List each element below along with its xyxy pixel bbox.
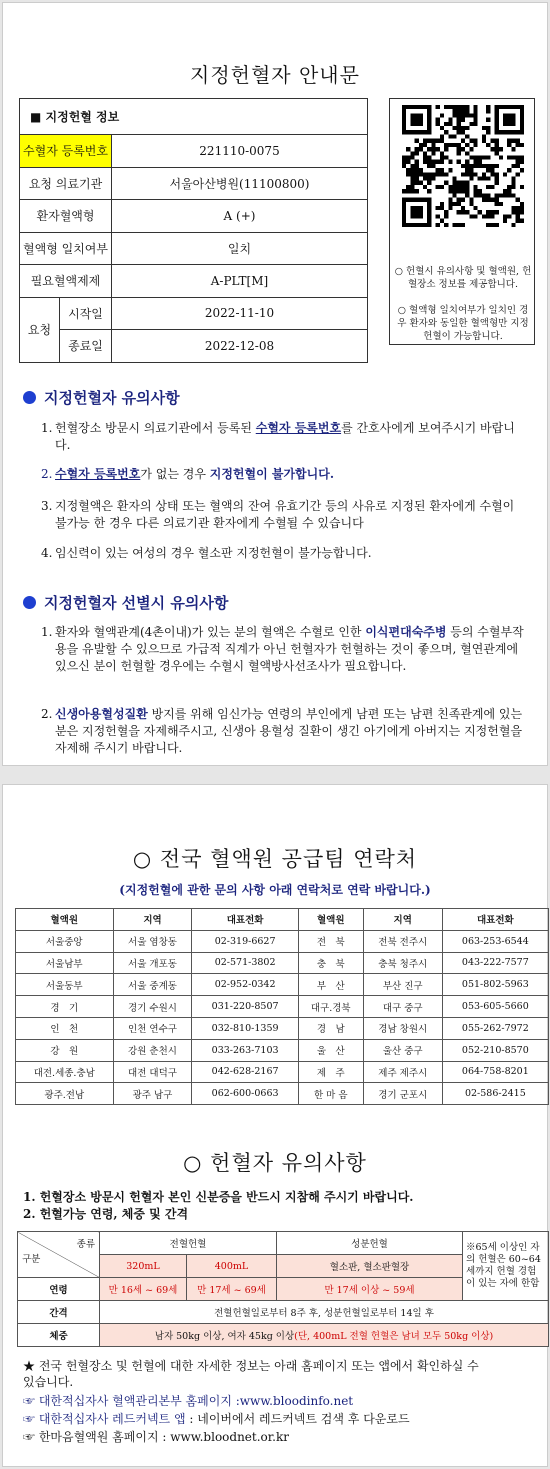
- age-apheresis: 만 17세 이상 ~ 59세: [277, 1278, 463, 1301]
- table-cell: 광주.전남: [16, 1083, 114, 1105]
- bullet-icon: [23, 596, 36, 609]
- item-text: 헌혈장소 방문시 의료기관에서 등록된: [55, 421, 256, 435]
- item-text: 지정혈액은 환자의 상태 또는 혈액의 잔여 유효기간 등의 사유로 지정된 환자에게 수혈이 불가능 한 경우 다른 의료기관 환자에게 수혈될 수 있습니다: [55, 499, 515, 530]
- table-cell: 제주 제주시: [363, 1061, 442, 1083]
- table-cell: 02-319-6627: [192, 930, 298, 952]
- table-row: [16, 996, 549, 1018]
- type-label: 종류: [76, 1239, 95, 1250]
- table-cell: 제 주: [298, 1061, 363, 1083]
- link-label: ☞ 대한적십자사 혈액관리본부 홈페이지: [23, 1394, 232, 1408]
- contacts-title: ○ 전국 혈액원 공급팀 연락처: [132, 847, 418, 871]
- list-item: [41, 706, 541, 757]
- patient-blood-type-label: 환자혈액형: [20, 200, 112, 233]
- item-text: 환자와 혈액관계(4촌이내)가 있는 분의 혈액은 수혈로 인한: [55, 625, 366, 639]
- qr-code-box: [389, 98, 535, 345]
- table-cell: 인 천: [16, 1017, 114, 1039]
- column-header: 혈액원: [298, 909, 363, 931]
- item-text: 방지를 위해 임신가능 연령의 부인에게 남편 또는 남편 친족관계에 있는 분은 지정헌혈을 자제해주시고, 신생아 용혈성 질환이 생긴 아기에게 아버지는 지정헌혈을 자제해 주시기 바랍니다.: [55, 707, 523, 755]
- column-header: 혈액원: [16, 909, 114, 931]
- designated-donation-info-table: [19, 98, 368, 363]
- table-cell: 043-222-7577: [442, 952, 548, 974]
- item-text: 를 간호사에게 보여주시기 바랍니다.: [55, 421, 515, 452]
- interval-value: 전혈헌혈일로부터 8주 후, 성분헌혈일로부터 14일 후: [100, 1301, 549, 1324]
- item-number: 2.: [41, 707, 53, 721]
- blood-type-match-label: 혈액형 일치여부: [20, 232, 112, 265]
- note-id-card: 1. 헌혈장소 방문시 헌혈자 본인 신분증을 반드시 지참해 주시기 바랍니다.: [23, 1190, 414, 1204]
- whole-blood-header: 전혈헌혈: [100, 1232, 277, 1255]
- hdn-highlight: 신생아용혈성질환: [55, 707, 148, 721]
- column-header: 지역: [363, 909, 442, 931]
- table-cell: 부산 진구: [363, 974, 442, 996]
- age-320: 만 16세 ~ 69세: [100, 1278, 187, 1301]
- table-row: [16, 1039, 549, 1061]
- section-title: 지정헌혈자 선별시 유의사항: [44, 594, 229, 612]
- table-cell: 042-628-2167: [192, 1061, 298, 1083]
- table-row: [16, 1083, 549, 1105]
- not-allowed-highlight: 지정헌혈이 불가합니다.: [209, 467, 335, 481]
- table-cell: 062-600-0663: [192, 1083, 298, 1105]
- item-text: 임신력이 있는 여성의 경우 혈소판 지정헌혈이 불가능합니다.: [55, 546, 372, 560]
- table-cell: 서울동부: [16, 974, 114, 996]
- footer-link-redconnect[interactable]: [23, 1411, 410, 1427]
- list-item: [41, 545, 541, 562]
- guide-page-2: [2, 784, 548, 1467]
- table-cell: 울산 중구: [363, 1039, 442, 1061]
- interval-label: 간격: [18, 1301, 100, 1324]
- column-header: 지역: [113, 909, 192, 931]
- weight-exception: (단, 400mL 전혈 헌혈은 남녀 모두 50kg 이상): [294, 1331, 494, 1342]
- apheresis-header: 성분헌혈: [277, 1232, 463, 1255]
- link-description: : 네이버에서 레드커넥트 검색 후 다운로드: [185, 1412, 410, 1426]
- guide-page-1: [2, 2, 548, 766]
- table-cell: 대구.경북: [298, 996, 363, 1018]
- list-item: [41, 466, 541, 483]
- patient-blood-type-value: A (+): [112, 200, 368, 233]
- table-header-row: [16, 909, 549, 931]
- division-label: 구분: [22, 1254, 41, 1265]
- section-donor-notes: [23, 387, 180, 408]
- recipient-number-highlight: 수혈자 등록번호: [255, 421, 342, 435]
- footer-info: ★ 전국 헌혈장소 및 헌혈에 대한 자세한 정보는 아래 홈페이지 또는 앱에서 확인하실 수 있습니다.: [23, 1359, 479, 1389]
- table-cell: 한 마 음: [298, 1083, 363, 1105]
- table-cell: 02-571-3802: [192, 952, 298, 974]
- blood-product-value: A-PLT[M]: [112, 265, 368, 298]
- recipient-number-label: 수혈자 등록번호: [20, 135, 112, 168]
- blood-type-match-value: 일치: [112, 232, 368, 265]
- senior-side-note: ※65세 이상인 자의 헌혈은 60~64세까지 헌혈 경험이 있는 자에 한함: [463, 1232, 549, 1301]
- table-cell: 전북 전주시: [363, 930, 442, 952]
- hospital-label: 요청 의료기관: [20, 167, 112, 200]
- diagonal-header-cell: [18, 1232, 100, 1278]
- request-label: 요청: [20, 297, 60, 362]
- table-cell: 경기 군포시: [363, 1083, 442, 1105]
- end-date-label: 종료일: [60, 330, 112, 363]
- item-number: 4.: [41, 546, 53, 560]
- age-400: 만 17세 ~ 69세: [187, 1278, 277, 1301]
- table-row: [16, 1017, 549, 1039]
- table-cell: 031-220-8507: [192, 996, 298, 1018]
- table-cell: 051-802-5963: [442, 974, 548, 996]
- table-cell: 충북 청주시: [363, 952, 442, 974]
- recipient-number-value: 221110-0075: [112, 135, 368, 168]
- table-cell: 02-586-2415: [442, 1083, 548, 1105]
- table-cell: 063-253-6544: [442, 930, 548, 952]
- volume-320: 320mL: [100, 1255, 187, 1278]
- hospital-value: 서울아산병원(11100800): [112, 167, 368, 200]
- qr-note-1: ○ 헌혈시 유의사항 및 혈액원, 헌혈장소 정보를 제공합니다.: [394, 266, 532, 290]
- blood-product-label: 필요혈액제제: [20, 265, 112, 298]
- weight-label: 체중: [18, 1324, 100, 1347]
- age-label: 연령: [18, 1278, 100, 1301]
- table-cell: 전 북: [298, 930, 363, 952]
- qr-code-icon[interactable]: [402, 105, 524, 227]
- list-item: [41, 624, 541, 675]
- end-date-value: 2022-12-08: [112, 330, 368, 363]
- table-cell: 광주 남구: [113, 1083, 192, 1105]
- recipient-number-highlight: 수혈자 등록번호: [55, 467, 141, 481]
- item-text: 가 없는 경우: [140, 467, 210, 481]
- section-title: 지정헌혈자 유의사항: [44, 389, 180, 407]
- contacts-subtitle: (지정헌혈에 관한 문의 사항 아래 연락처로 연락 바랍니다.): [119, 883, 431, 897]
- weight-value: [100, 1324, 549, 1347]
- table-cell: 033-263-7103: [192, 1039, 298, 1061]
- table-cell: 대구 중구: [363, 996, 442, 1018]
- table-cell: 052-210-8570: [442, 1039, 548, 1061]
- table-cell: 032-810-1359: [192, 1017, 298, 1039]
- table-cell: 064-758-8201: [442, 1061, 548, 1083]
- table-row: [16, 1061, 549, 1083]
- table-cell: 경기 수원시: [113, 996, 192, 1018]
- link-url[interactable]: :www.bloodinfo.net: [231, 1394, 354, 1408]
- item-text: 등의 수혈부작용을 유발할 수 있으므로 가급적 직계가 아닌 헌혈자가 헌혈하는 것이 좋으며, 혈연관계에 있으신 분이 헌혈할 경우에는 수혈시 혈액방사선조사가 필요합니다.: [55, 625, 524, 673]
- eligibility-table: [17, 1231, 549, 1347]
- table-cell: 인천 연수구: [113, 1017, 192, 1039]
- table-cell: 경남 창원시: [363, 1017, 442, 1039]
- column-header: 대표전화: [442, 909, 548, 931]
- column-header: 대표전화: [192, 909, 298, 931]
- list-item: [41, 498, 541, 532]
- apheresis-kinds: 혈소판, 혈소판혈장: [277, 1255, 463, 1278]
- blood-center-contact-table: [15, 908, 549, 1105]
- start-date-label: 시작일: [60, 297, 112, 330]
- table-cell: 대전.세종.충남: [16, 1061, 114, 1083]
- table-cell: 02-952-0342: [192, 974, 298, 996]
- footer-link-bloodnet[interactable]: ☞ 한마음혈액원 홈페이지 : www.bloodnet.or.kr: [23, 1430, 290, 1444]
- table-row: [16, 930, 549, 952]
- gvhd-highlight: 이식편대숙주병: [365, 625, 447, 639]
- item-number: 3.: [41, 499, 53, 513]
- weight-text: 남자 50kg 이상, 여자 45kg 이상: [154, 1331, 295, 1342]
- footer-link-bloodinfo[interactable]: [23, 1393, 353, 1409]
- section-screening-notes: [23, 592, 228, 613]
- item-number: 1.: [41, 625, 53, 639]
- table-cell: 대전 대덕구: [113, 1061, 192, 1083]
- table-cell: 경 남: [298, 1017, 363, 1039]
- item-number: 1.: [41, 421, 53, 435]
- table-cell: 서울 개포동: [113, 952, 192, 974]
- table-cell: 053-605-5660: [442, 996, 548, 1018]
- bullet-icon: [23, 391, 36, 404]
- table-row: [16, 974, 549, 996]
- item-number: 2.: [41, 467, 53, 481]
- list-item: [41, 420, 541, 454]
- volume-400: 400mL: [187, 1255, 277, 1278]
- table-cell: 강원 춘천시: [113, 1039, 192, 1061]
- table-cell: 서울 염창동: [113, 930, 192, 952]
- info-table-header: ■ 지정헌혈 정보: [20, 99, 368, 135]
- start-date-value: 2022-11-10: [112, 297, 368, 330]
- table-row: [16, 952, 549, 974]
- page-title: 지정헌혈자 안내문: [190, 63, 360, 87]
- table-cell: 경 기: [16, 996, 114, 1018]
- table-cell: 서울 중계동: [113, 974, 192, 996]
- table-cell: 충 북: [298, 952, 363, 974]
- table-cell: 서울중앙: [16, 930, 114, 952]
- table-cell: 055-262-7972: [442, 1017, 548, 1039]
- table-cell: 서울남부: [16, 952, 114, 974]
- qr-note-2: ○ 혈액형 일치여부가 일치인 경우 환자와 동일한 혈액형만 지정헌혈이 가능합니다.: [397, 305, 529, 342]
- table-cell: 부 산: [298, 974, 363, 996]
- table-cell: 울 산: [298, 1039, 363, 1061]
- donor-care-title: ○ 헌혈자 유의사항: [183, 1151, 367, 1175]
- table-cell: 강 원: [16, 1039, 114, 1061]
- link-label: ☞ 대한적십자사 레드커넥트 앱: [23, 1412, 186, 1426]
- note-eligibility: 2. 헌혈가능 연령, 체중 및 간격: [23, 1207, 189, 1221]
